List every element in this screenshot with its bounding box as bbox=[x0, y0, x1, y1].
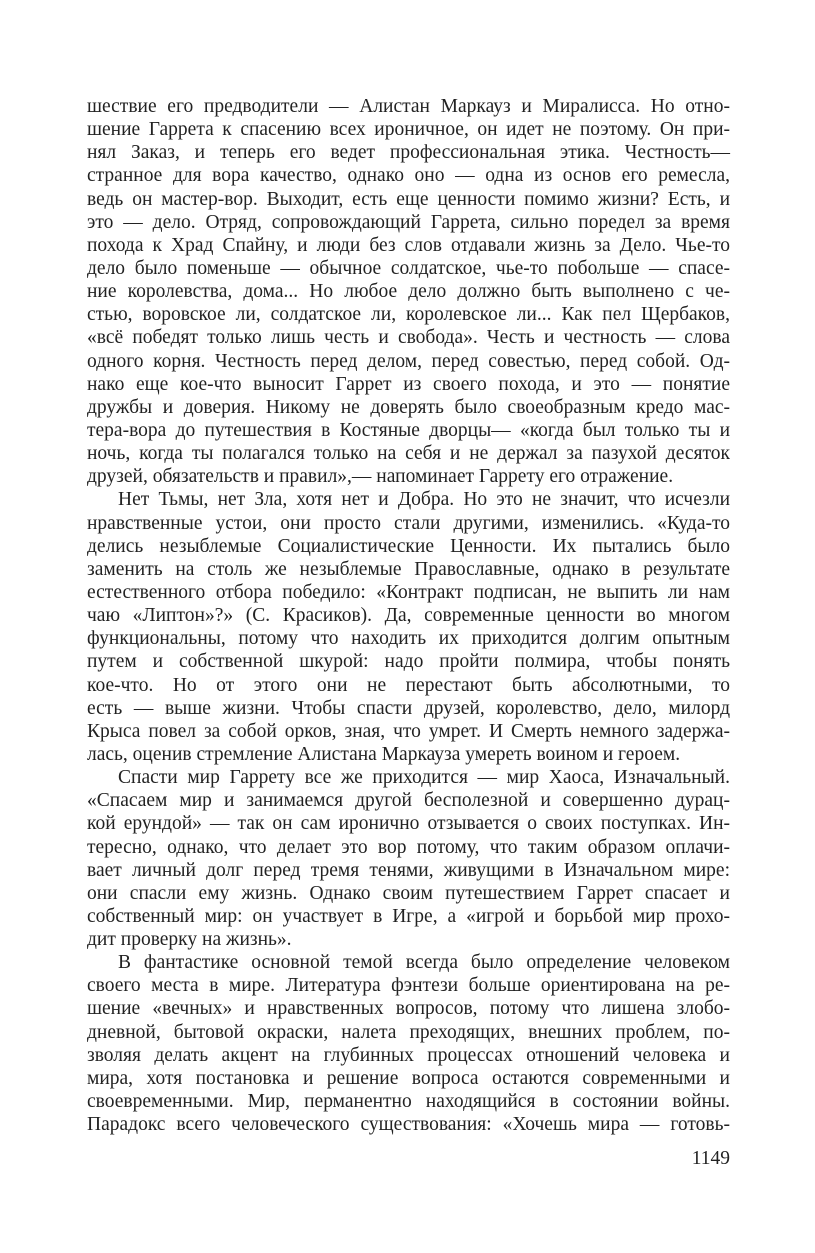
text-line: дело было поменьше — обычное солдатское, чье-то побольше — спасе- bbox=[87, 257, 730, 279]
text-line: своего места в мире. Литература фэнтези больше ориентирована на ре- bbox=[87, 975, 730, 997]
text-line: стью, воровское ли, солдатское ли, королевское ли... Как пел Щербаков, bbox=[87, 304, 730, 326]
text-line: путем и собственной шкурой: надо пройти полмира, чтобы понять bbox=[87, 651, 730, 673]
page-body bbox=[87, 95, 730, 1136]
text-line: функциональны, потому что находить их приходится долгим опытным bbox=[87, 628, 730, 650]
text-line: нравственные устои, они просто стали другими, изменились. «Куда-то bbox=[87, 512, 730, 534]
text-line: делись незыблемые Социалистические Ценности. Их пытались было bbox=[87, 535, 730, 557]
text-line: есть — выше жизни. Чтобы спасти друзей, королевство, дело, милорд bbox=[87, 697, 730, 719]
text-line: Крыса повел за собой орков, зная, что умрет. И Смерть немного задержа- bbox=[87, 720, 730, 742]
text-line: ночь, когда ты полагался только на себя и не держал за пазухой десяток bbox=[87, 443, 730, 465]
text-line: дит проверку на жизнь». bbox=[87, 929, 292, 951]
text-line: они спасли ему жизнь. Однако своим путешествием Гаррет спасает и bbox=[87, 882, 730, 904]
text-line: тересно, однако, что делает это вор потому, что таким образом оплачи- bbox=[87, 836, 730, 858]
text-line: шение «вечных» и нравственных вопросов, потому что лишена злобо- bbox=[87, 998, 730, 1020]
text-line: лась, оценив стремление Алистана Маркауза умереть воином и героем. bbox=[87, 743, 681, 765]
text-line: друзей, обязательств и правил»,— напоминает Гаррету его отражение. bbox=[87, 466, 674, 488]
text-line: чаю «Липтон»?» (С. Красиков). Да, современные ценности во многом bbox=[87, 605, 730, 627]
text-line: «всё победят только лишь честь и свобода». Честь и честность — слова bbox=[87, 327, 730, 349]
text-line: ведь он мастер-вор. Выходит, есть еще ценности помимо жизни? Есть, и bbox=[87, 188, 730, 210]
text-line: странное для вора качество, однако оно — одна из основ его ремесла, bbox=[87, 165, 730, 187]
page-number: 1149 bbox=[691, 1148, 730, 1169]
text-line: мира, хотя постановка и решение вопроса остаются современными и bbox=[87, 1067, 730, 1089]
text-line: кое-что. Но от этого они не перестают быть абсолютными, то bbox=[87, 674, 730, 696]
text-line: Парадокс всего человеческого существования: «Хочешь мира — готовь- bbox=[87, 1114, 730, 1136]
text-line: своевременными. Мир, перманентно находящийся в состоянии войны. bbox=[87, 1091, 730, 1113]
text-line: ние королевства, дома... Но любое дело должно быть выполнено с че- bbox=[87, 281, 730, 303]
text-line: дружбы и доверия. Никому не доверять было своеобразным кредо мас- bbox=[87, 396, 730, 418]
text-line: вает личный долг перед тремя тенями, живущими в Изначальном мире: bbox=[87, 859, 730, 881]
text-line: В фантастике основной темой всегда было определение человеком bbox=[118, 952, 730, 974]
text-line: «Спасаем мир и занимаемся другой бесполезной и совершенно дурац- bbox=[87, 790, 730, 812]
text-line: похода к Храд Спайну, и люди без слов отдавали жизнь за Дело. Чье-то bbox=[87, 234, 730, 256]
text-line: это — дело. Отряд, сопровождающий Гаррета, сильно поредел за время bbox=[87, 211, 730, 233]
text-line: шествие его предводители — Алистан Маркауз и Миралисса. Но отно- bbox=[87, 96, 730, 117]
text-line: дневной, бытовой окраски, налета преходящих, внешних проблем, по- bbox=[87, 1021, 730, 1043]
text-line: зволяя делать акцент на глубинных процессах отношений человека и bbox=[87, 1044, 730, 1066]
text-line: нял Заказ, и теперь его ведет профессиональная этика. Честность— bbox=[87, 142, 730, 164]
text-line: естественного отбора победило: «Контракт подписан, не выпить ли нам bbox=[87, 581, 730, 603]
text-line: тера-вора до путешествия в Костяные дворцы— «когда был только ты и bbox=[87, 419, 730, 441]
text-line: кой ерундой» — так он сам иронично отзывается о своих поступках. Ин- bbox=[87, 813, 730, 835]
text-line: Нет Тьмы, нет Зла, хотя нет и Добра. Но это не значит, что исчезли bbox=[118, 489, 730, 511]
text-line: заменить на столь же незыблемые Православные, однако в результате bbox=[87, 558, 730, 580]
text-line: шение Гаррета к спасению всех ироничное, он идет не поэтому. Он при- bbox=[87, 119, 730, 141]
text-line: одного корня. Честность перед делом, перед совестью, перед собой. Од- bbox=[87, 350, 730, 372]
text-line: Спасти мир Гаррету все же приходится — мир Хаоса, Изначальный. bbox=[118, 767, 730, 789]
text-line: нако еще кое-что выносит Гаррет из своего похода, и это — понятие bbox=[87, 373, 730, 395]
text-line: собственный мир: он участвует в Игре, а «игрой и борьбой мир прохо- bbox=[87, 905, 730, 927]
